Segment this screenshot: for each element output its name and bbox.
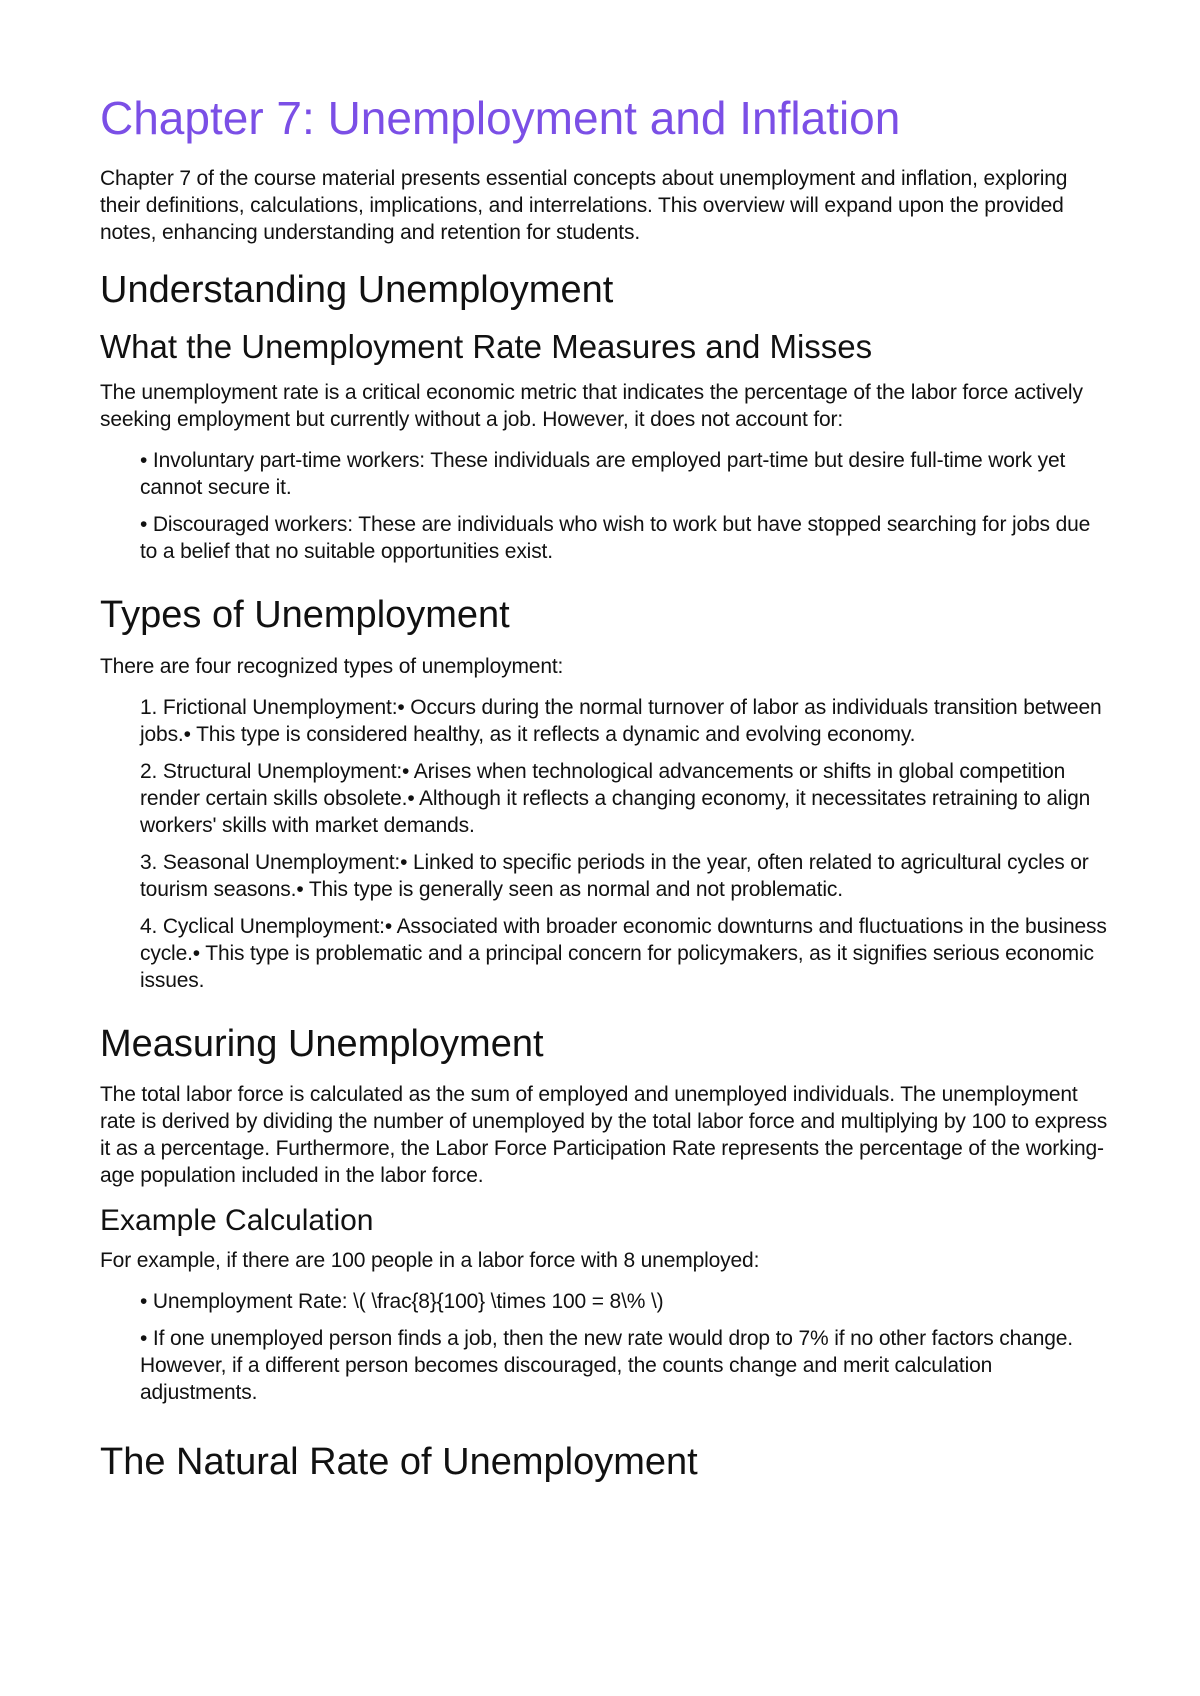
list-item: • Involuntary part-time workers: These individuals are employed part-time but desire full-time work yet cannot secure it. [140,449,1066,500]
types-list [100,694,1110,994]
list-item: • If one unemployed person finds a job, then the new rate would drop to 7% if no other factors change. However, if a different person becomes discouraged, the counts change and merit calculation adjustments. [140,1327,1073,1405]
list-item: 3. Seasonal Unemployment:• Linked to specific periods in the year, often related to agricultural cycles or tourism seasons.• This type is generally seen as normal and not problematic. [140,850,1089,901]
list-item: • Discouraged workers: These are individuals who wish to work but have stopped searching for jobs due to a belief that no suitable opportunities exist. [140,513,1091,564]
list-item: • Unemployment Rate: \( \frac{8}{100} \times 100 = 8\% \) [140,1290,664,1314]
page-title: Chapter 7: Unemployment and Inflation [100,92,901,144]
example-list [100,1288,1110,1406]
measuring-paragraph: The total labor force is calculated as the sum of employed and unemployed individuals. The unemployment rate is derived by dividing the number of unemployed by the total labor force and multiplying by 100 to express it as a percentage. Furthermore, the Labor Force Participation Rate represents the percentage of the working-age population included in the labor force. [100,1083,1108,1188]
rate-measures-paragraph: The unemployment rate is a critical economic metric that indicates the percentage of the labor force actively seeking employment but currently without a job. However, it does not account for: [100,381,1083,432]
list-item: 4. Cyclical Unemployment:• Associated with broader economic downturns and fluctuations in the business cycle.• This type is problematic and a principal concern for policymakers, as it signifies serious economic issues. [140,914,1107,992]
heading-rate-measures-misses: What the Unemployment Rate Measures and Misses [100,328,873,366]
heading-natural-rate: The Natural Rate of Unemployment [100,1441,698,1484]
heading-types-of-unemployment: Types of Unemployment [100,594,510,637]
heading-measuring-unemployment: Measuring Unemployment [100,1022,544,1065]
example-paragraph: For example, if there are 100 people in a labor force with 8 unemployed: [100,1249,760,1273]
list-item: 2. Structural Unemployment:• Arises when technological advancements or shifts in global competition render certain skills obsolete.• Although it reflects a changing economy, it necessitates retraining to align workers' skills with market demands. [140,759,1091,837]
heading-understanding-unemployment: Understanding Unemployment [100,268,614,311]
document-page [100,92,1110,1500]
types-paragraph: There are four recognized types of unemployment: [100,654,564,678]
intro-paragraph: Chapter 7 of the course material presents essential concepts about unemployment and inflation, exploring their definitions, calculations, implications, and interrelations. This overview will expand upon the provided notes, enhancing understanding and retention for students. [100,166,1068,244]
heading-example-calculation: Example Calculation [100,1204,374,1238]
list-item: 1. Frictional Unemployment:• Occurs during the normal turnover of labor as individuals transition between jobs.• This type is considered healthy, as it reflects a dynamic and evolving economy. [140,695,1102,746]
rate-misses-list [100,447,1110,565]
